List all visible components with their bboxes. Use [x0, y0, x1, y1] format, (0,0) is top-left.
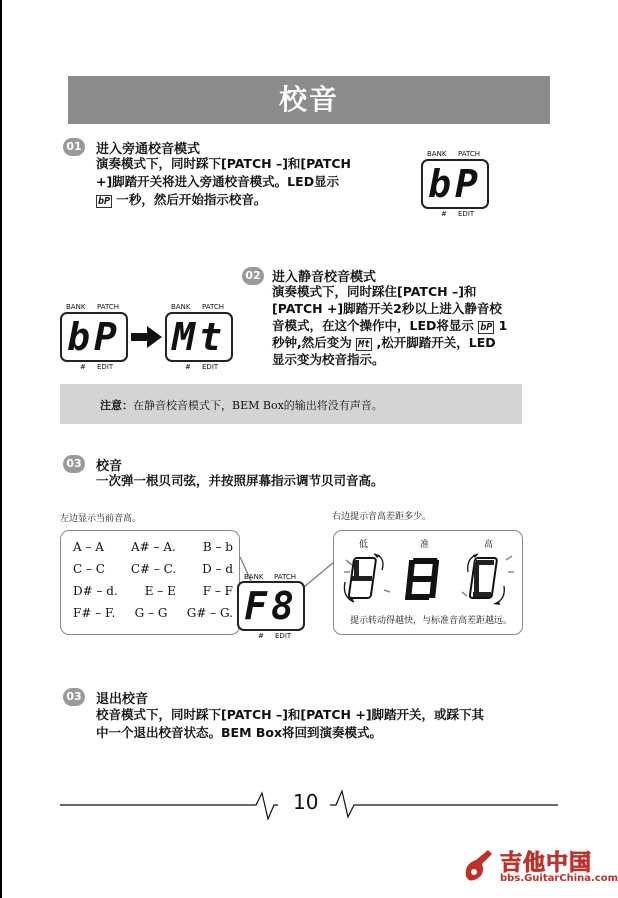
- note-label: 注意：: [100, 399, 133, 412]
- note-text: 在静音校音模式下，BEM Box的输出将没有声音。: [133, 399, 383, 412]
- step-badge-3: 03: [63, 455, 85, 473]
- pitch-note: 提示转动得越快，与标准音高差距越远。: [350, 616, 513, 626]
- note-row: [73, 606, 233, 628]
- note-row: [73, 562, 233, 584]
- step-badge-4: 03: [63, 688, 85, 706]
- step-badge-1: 01: [63, 138, 85, 156]
- step4-line2: 中一个退出校音状态。BEM Box将回到演奏模式。: [96, 725, 383, 740]
- note: [100, 397, 383, 413]
- led-inline-icon: bP: [98, 196, 111, 207]
- high-label: 高: [484, 540, 494, 550]
- center-label: 准: [420, 540, 430, 550]
- edit-label: EDIT: [458, 210, 475, 218]
- page-edge-line: [0, 0, 2, 898]
- edit-label: EDIT: [275, 632, 292, 640]
- edit-label: EDIT: [202, 363, 219, 371]
- led-display-step2-right: [165, 312, 233, 362]
- watermark-brand: 吉他中国: [500, 851, 593, 876]
- patch-label: PATCH: [458, 150, 481, 158]
- sharp-label: #: [185, 363, 191, 371]
- note-row: [73, 540, 233, 562]
- note-cell: G – G: [134, 606, 168, 620]
- led-inline-icon-bp: bP: [480, 322, 493, 333]
- bank-label: BANK: [171, 303, 191, 311]
- step2-line4-text: 秒钟,然后变为: [272, 335, 352, 350]
- sharp-label: #: [441, 210, 447, 218]
- note-cell: G# – G.: [186, 606, 233, 620]
- note-cell: D# – d.: [73, 584, 118, 598]
- rotating-low-digit-icon: [344, 554, 390, 602]
- pitch-indicators: [340, 552, 518, 610]
- step3-heading: 校音: [96, 459, 123, 474]
- edit-label: EDIT: [97, 363, 114, 371]
- note-cell: C# – C.: [130, 562, 177, 576]
- left-caption: 左边显示当前音高。: [60, 514, 142, 524]
- step4-line1: 校音模式下，同时踩下[PATCH –]和[PATCH +]脚踏开关，或踩下其: [96, 707, 485, 722]
- page-title: 校音: [278, 83, 339, 116]
- bank-label: BANK: [244, 573, 264, 581]
- led-display-step1: [421, 159, 489, 209]
- step4-heading: 退出校音: [96, 692, 149, 707]
- led-inline-icon-mt: Mt: [358, 339, 371, 350]
- patch-label: PATCH: [202, 303, 225, 311]
- patch-label: PATCH: [97, 303, 120, 311]
- note-cell: A – A: [73, 540, 104, 554]
- step1-line2: +]脚踏开关将进入旁通校音模式。LED显示: [96, 174, 340, 189]
- step-badge-2: 02: [242, 267, 264, 285]
- page-number: 10: [293, 790, 319, 814]
- step2-line3-text: 音模式，在这个操作中，LED将显示: [272, 318, 474, 333]
- note-cell: E – E: [144, 584, 176, 598]
- led-display-text: bP: [67, 315, 121, 359]
- patch-label: PATCH: [274, 573, 297, 581]
- step1-line3: [96, 191, 266, 211]
- led-display-text: Mt: [172, 315, 226, 359]
- step3-line1: 一次弹一根贝司弦，并按照屏幕指示调节贝司音高。: [96, 473, 384, 488]
- step2-line5: 显示变为校音指示。: [272, 352, 385, 367]
- sharp-label: #: [258, 632, 264, 640]
- note-cell: A# – A.: [130, 540, 176, 554]
- right-arrow-icon: [131, 326, 163, 348]
- note-cell: C – C: [73, 562, 105, 576]
- step1-line1: 演奏模式下，同时踩下[PATCH –]和[PATCH: [96, 156, 351, 171]
- step2-line3-tail: 1: [498, 318, 508, 333]
- watermark-url: bbs.GuitarChina.com: [500, 873, 618, 884]
- bank-label: BANK: [427, 150, 447, 158]
- led-display-step3: [237, 581, 305, 631]
- led-display-text: F8: [244, 584, 298, 628]
- note-table: [73, 540, 233, 628]
- step2-line4-tail: ,松开脚踏开关，LED: [376, 335, 496, 350]
- note-cell: B – b: [202, 540, 233, 554]
- note-cell: F# – F.: [73, 606, 116, 620]
- sharp-label: #: [80, 363, 86, 371]
- led-display-step2-left: [60, 312, 128, 362]
- low-label: 低: [359, 540, 369, 550]
- led-display-text: bP: [428, 162, 482, 206]
- guitar-logo-icon: [462, 846, 496, 884]
- step2-line2: [PATCH +]脚踏开关2秒以上进入静音校: [272, 301, 502, 316]
- note-cell: F – F: [202, 584, 233, 598]
- note-row: [73, 584, 233, 606]
- in-tune-digit-icon: [405, 558, 439, 600]
- right-caption: 右边提示音高差距多少。: [332, 512, 432, 522]
- step1-line3-text: 一秒，然后开始指示校音。: [116, 192, 267, 207]
- note-cell: D – d: [202, 562, 233, 576]
- step2-heading: 进入静音校音模式: [272, 270, 377, 285]
- rotating-high-digit-icon: [462, 554, 514, 605]
- step1-heading: 进入旁通校音模式: [96, 142, 201, 157]
- step2-line1: 演奏模式下，同时踩住[PATCH –]和: [272, 284, 477, 299]
- bank-label: BANK: [66, 303, 86, 311]
